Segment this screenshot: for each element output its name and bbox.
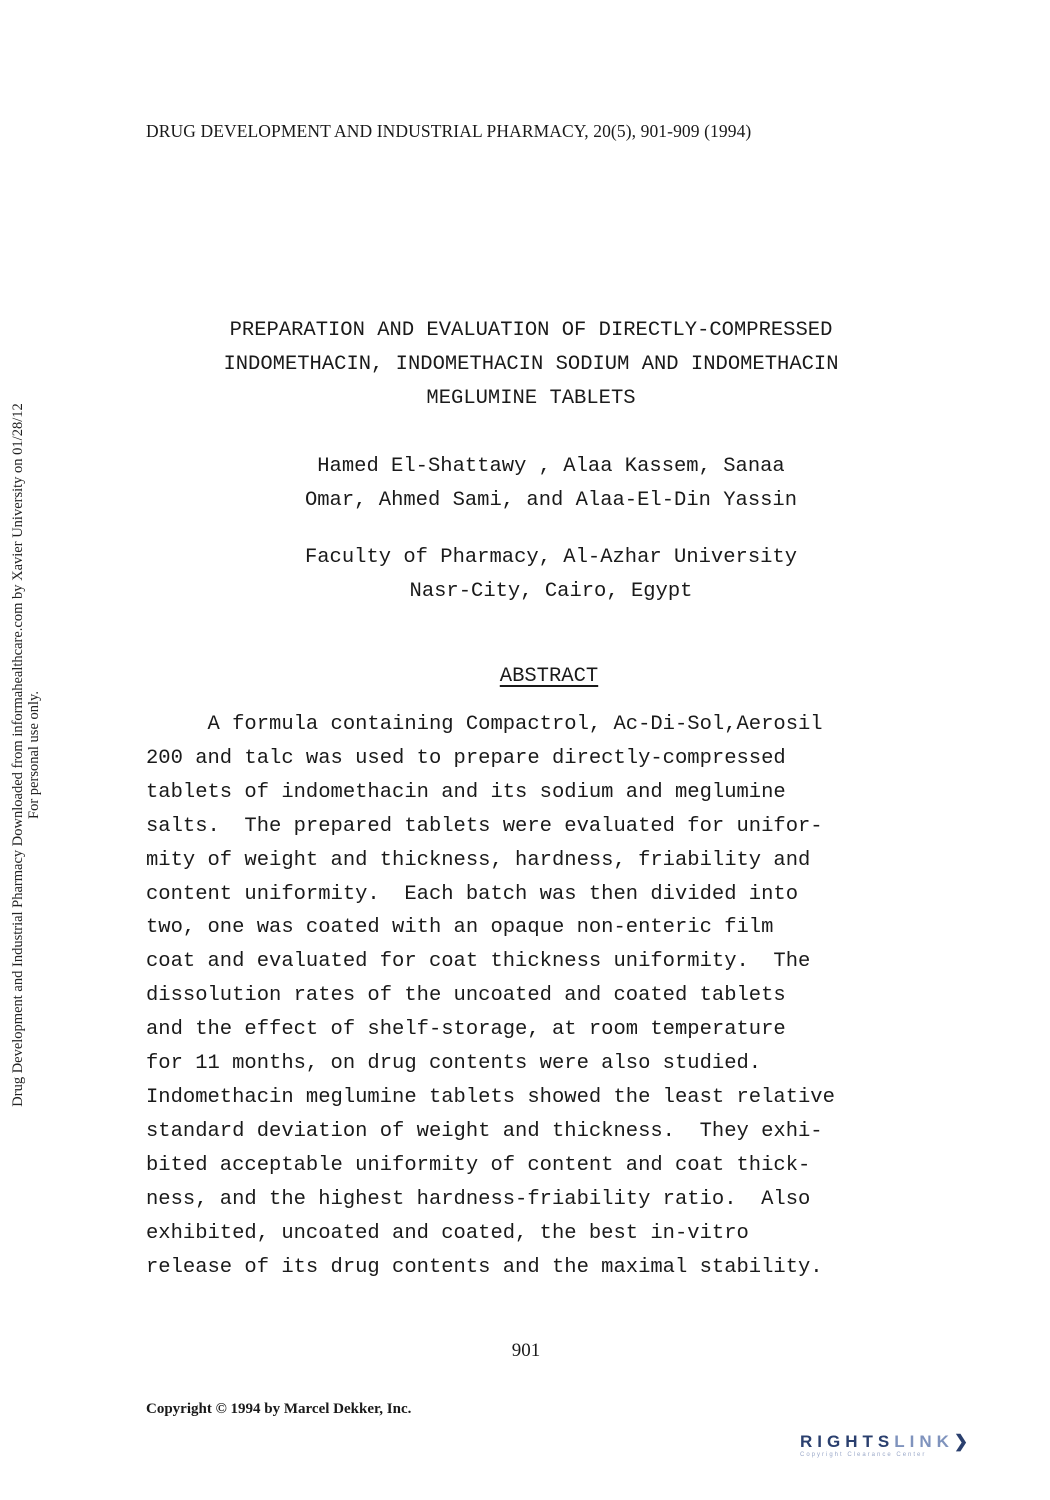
abstract-line: tablets of indomethacin and its sodium and meglumine	[146, 780, 786, 804]
abstract-line: dissolution rates of the uncoated and coated tablets	[146, 984, 786, 1008]
abstract-line: bited acceptable uniformity of content and coat thick-	[146, 1153, 811, 1177]
abstract-line: two, one was coated with an opaque non-enteric film	[146, 916, 774, 940]
author-line: Hamed El-Shattawy , Alaa Kassem, Sanaa	[317, 455, 785, 478]
article-title	[146, 314, 916, 416]
abstract-heading: ABSTRACT	[499, 665, 599, 688]
watermark-line: For personal use only.	[26, 691, 42, 819]
rightslink-logo[interactable]	[800, 1432, 1030, 1472]
title-line: PREPARATION AND EVALUATION OF DIRECTLY-COMPRESSED	[229, 319, 833, 342]
abstract-line: coat and evaluated for coat thickness uniformity. The	[146, 950, 811, 974]
abstract-line: standard deviation of weight and thickness. They exhi-	[146, 1119, 823, 1143]
author-list	[186, 450, 916, 518]
abstract-line: Indomethacin meglumine tablets showed the least relative	[146, 1085, 835, 1109]
copyright-notice: Copyright © 1994 by Marcel Dekker, Inc.	[146, 1401, 412, 1417]
abstract-line: exhibited, uncoated and coated, the best in-vitro	[146, 1221, 749, 1245]
rightslink-arrow-icon: ❯	[953, 1432, 969, 1451]
abstract-line: ness, and the highest hardness-friability ratio. Also	[146, 1187, 811, 1211]
rightslink-rights: RIGHTS	[800, 1432, 895, 1451]
abstract-line: A formula containing Compactrol, Ac-Di-Sol,Aerosil	[146, 713, 823, 736]
affiliation	[186, 541, 916, 609]
affiliation-line: Nasr-City, Cairo, Egypt	[409, 580, 693, 603]
rightslink-link: LINK	[894, 1432, 954, 1451]
rightslink-wordmark	[800, 1432, 1030, 1452]
abstract-line: release of its drug contents and the maximal stability.	[146, 1255, 823, 1279]
abstract-line: for 11 months, on drug contents were also studied.	[146, 1052, 762, 1076]
author-line: Omar, Ahmed Sami, and Alaa-El-Din Yassin	[304, 489, 798, 512]
rightslink-tagline: Copyright Clearance Center	[800, 1452, 927, 1458]
abstract-body	[146, 708, 926, 1284]
abstract-line: 200 and talc was used to prepare directly-compressed	[146, 746, 786, 770]
download-watermark	[10, 340, 42, 1170]
watermark-line: Drug Development and Industrial Pharmacy Downloaded from informahealthcare.com by Xavier University on 01/28/12	[10, 403, 26, 1107]
page-number: 901	[511, 1340, 541, 1361]
title-line: MEGLUMINE TABLETS	[426, 387, 636, 410]
abstract-line: salts. The prepared tablets were evaluated for unifor-	[146, 814, 823, 838]
abstract-line: content uniformity. Each batch was then divided into	[146, 882, 799, 906]
title-line: INDOMETHACIN, INDOMETHACIN SODIUM AND INDOMETHACIN	[223, 353, 839, 376]
journal-header: DRUG DEVELOPMENT AND INDUSTRIAL PHARMACY, 20(5), 901-909 (1994)	[146, 121, 752, 141]
abstract-line: and the effect of shelf-storage, at room temperature	[146, 1018, 786, 1042]
affiliation-line: Faculty of Pharmacy, Al-Azhar University	[304, 546, 798, 569]
abstract-line: mity of weight and thickness, hardness, friability and	[146, 848, 811, 872]
